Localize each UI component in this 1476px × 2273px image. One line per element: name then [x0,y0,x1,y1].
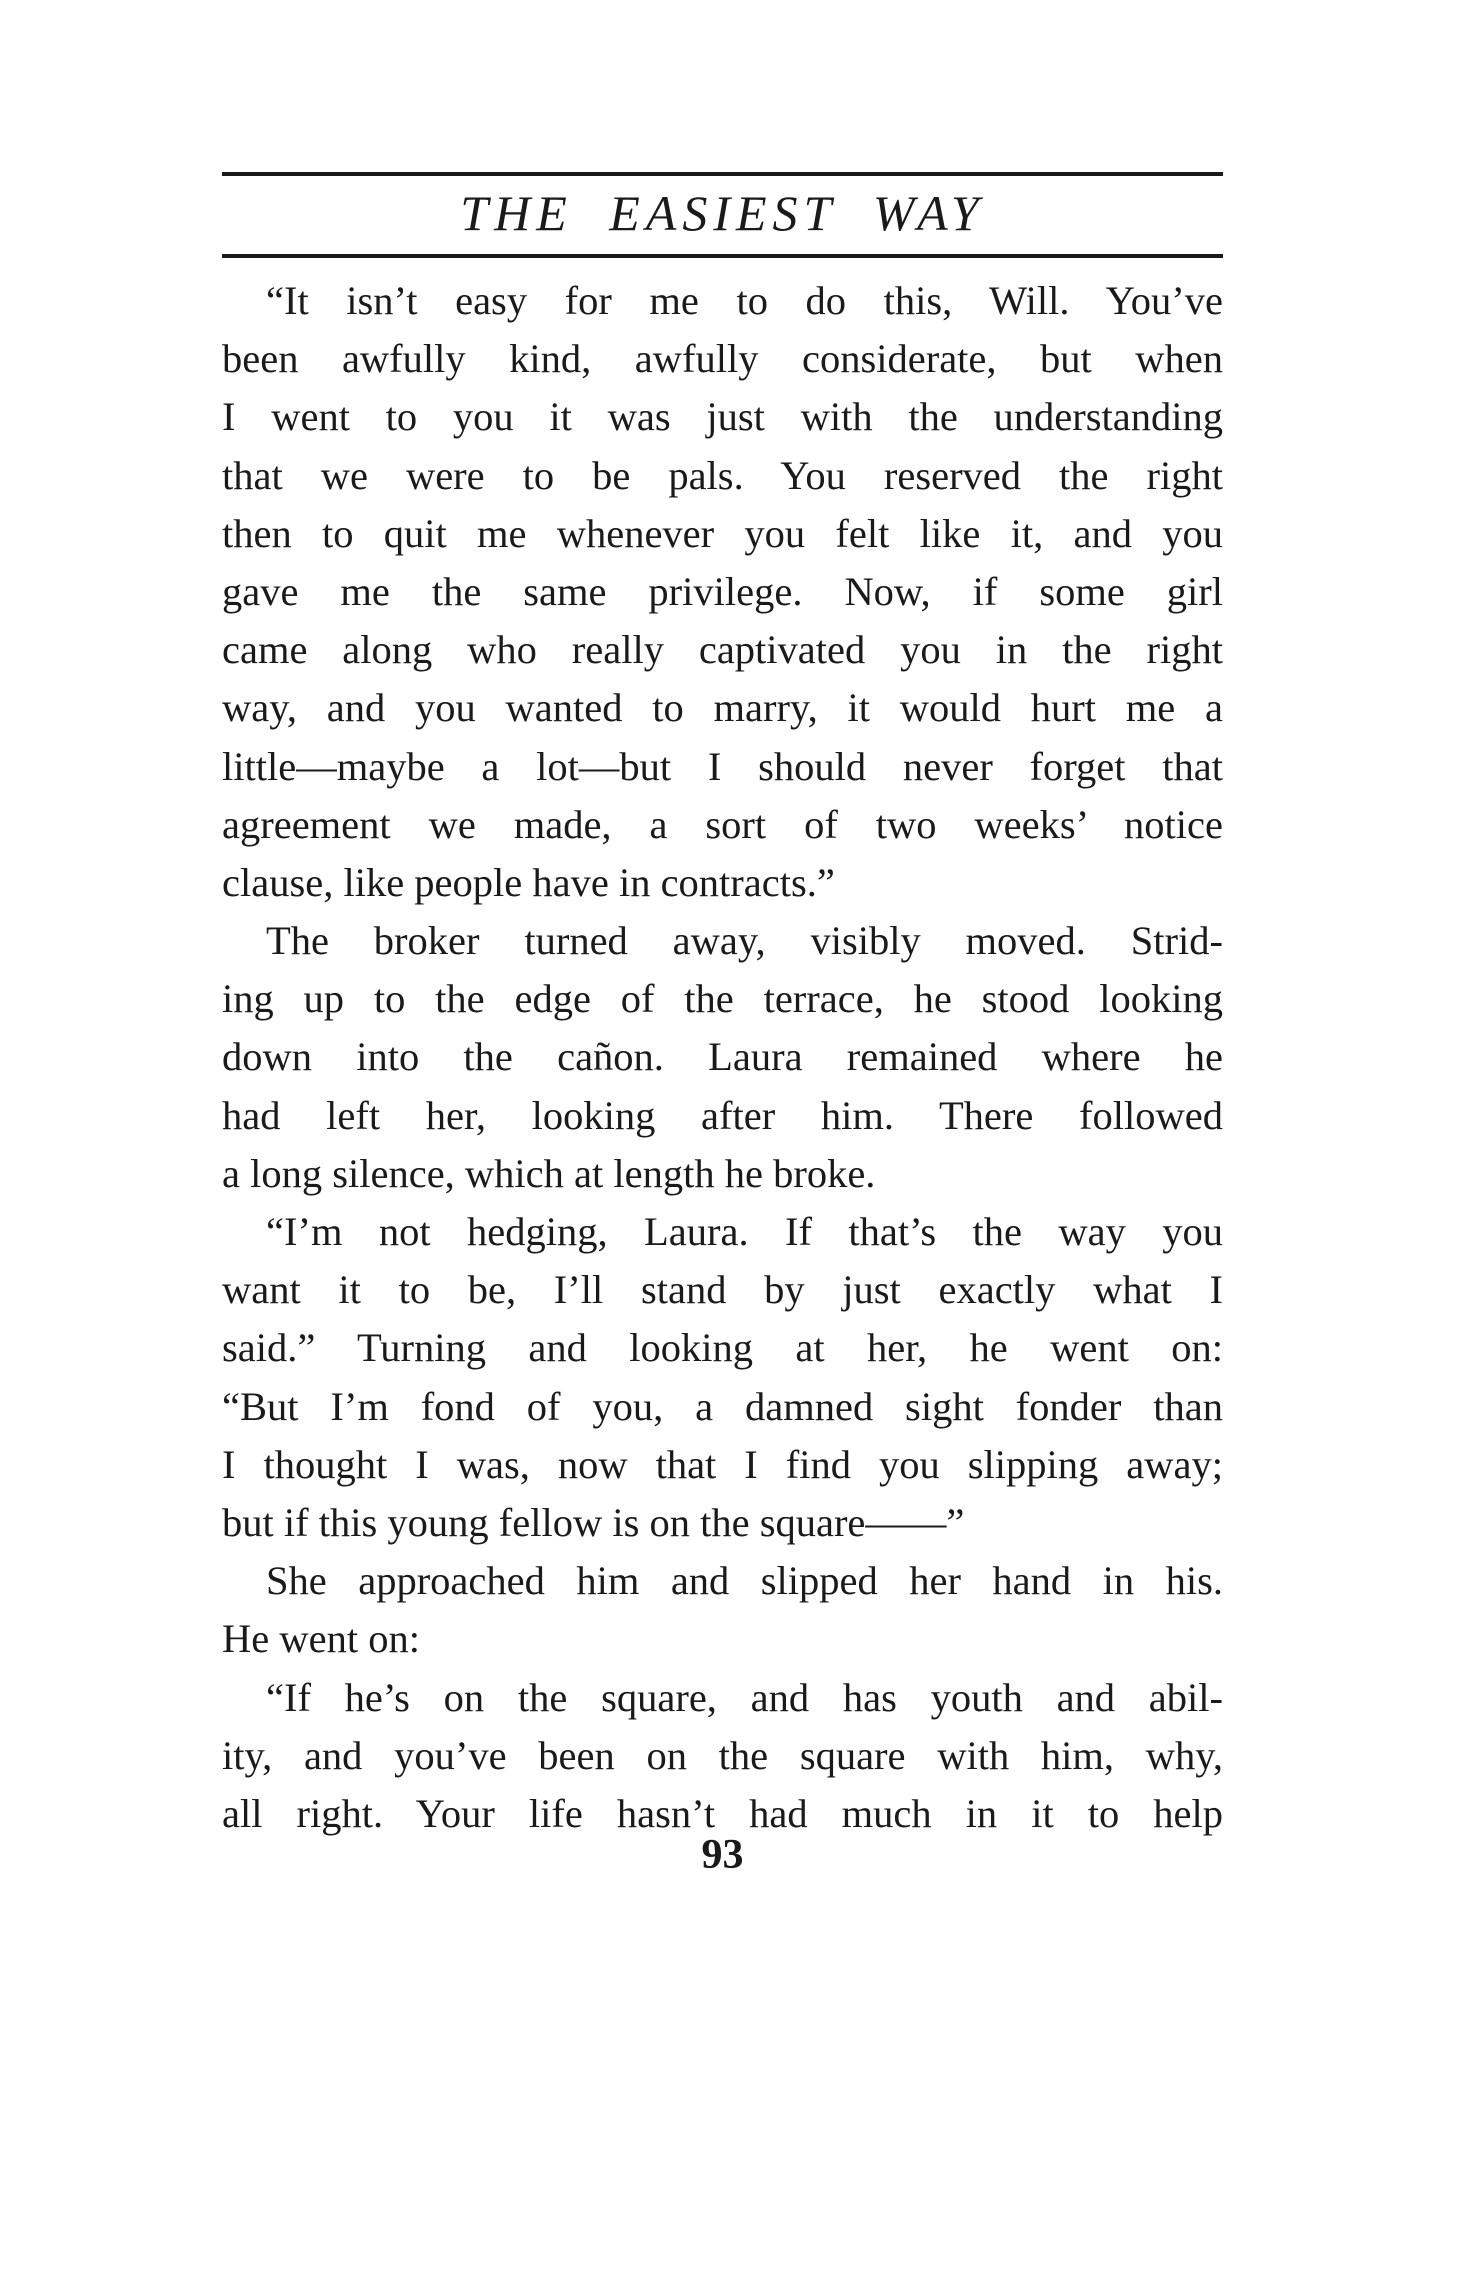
text-line: The broker turned away, visibly moved. Strid- [266,918,1223,964]
text-line: that we were to be pals. You reserved the right [222,452,1223,498]
text-line: I went to you it was just with the understanding [222,394,1223,440]
text-line: all right. Your life hasn’t had much in it to help [222,1790,1223,1836]
running-head: THE EASIEST WAY [460,185,985,241]
text-line: but if this young fellow is on the square——” [222,1499,965,1545]
text-line: agreement we made, a sort of two weeks’ notice [222,801,1223,847]
text-line: came along who really captivated you in the right [222,627,1223,673]
text-line: way, and you wanted to marry, it would hurt me a [222,685,1223,731]
text-line: ing up to the edge of the terrace, he stood looking [222,976,1223,1022]
page-number: 93 [701,1832,744,1878]
text-line: “It isn’t easy for me to do this, Will. You’ve [266,278,1223,323]
text-line: ity, and you’ve been on the square with him, why, [222,1732,1223,1778]
text-line: gave me the same privilege. Now, if some girl [222,568,1223,614]
text-line: clause, like people have in contracts.” [222,859,835,905]
text-line: little—maybe a lot—but I should never forget that [222,743,1223,789]
text-line: He went on: [222,1616,420,1662]
text-line: “I’m not hedging, Laura. If that’s the way you [266,1209,1223,1254]
text-line: a long silence, which at length he broke. [222,1150,876,1196]
header-rule-bottom [222,254,1223,258]
text-line: down into the cañon. Laura remained where he [222,1034,1223,1080]
body-text [222,272,1223,1843]
text-line: said.” Turning and looking at her, he went on: [222,1325,1223,1371]
text-line: then to quit me whenever you felt like it, and you [222,510,1223,556]
text-line: “But I’m fond of you, a damned sight fonder than [222,1383,1223,1429]
header-rule-top [222,172,1223,176]
text-line: “If he’s on the square, and has youth and abil- [266,1674,1223,1720]
text-line: want it to be, I’ll stand by just exactly what I [222,1267,1223,1313]
text-line: I thought I was, now that I find you slipping away; [222,1441,1223,1487]
text-line: She approached him and slipped her hand in his. [266,1558,1223,1604]
text-line: had left her, looking after him. There followed [222,1092,1223,1138]
text-line: been awfully kind, awfully considerate, but when [222,336,1223,382]
